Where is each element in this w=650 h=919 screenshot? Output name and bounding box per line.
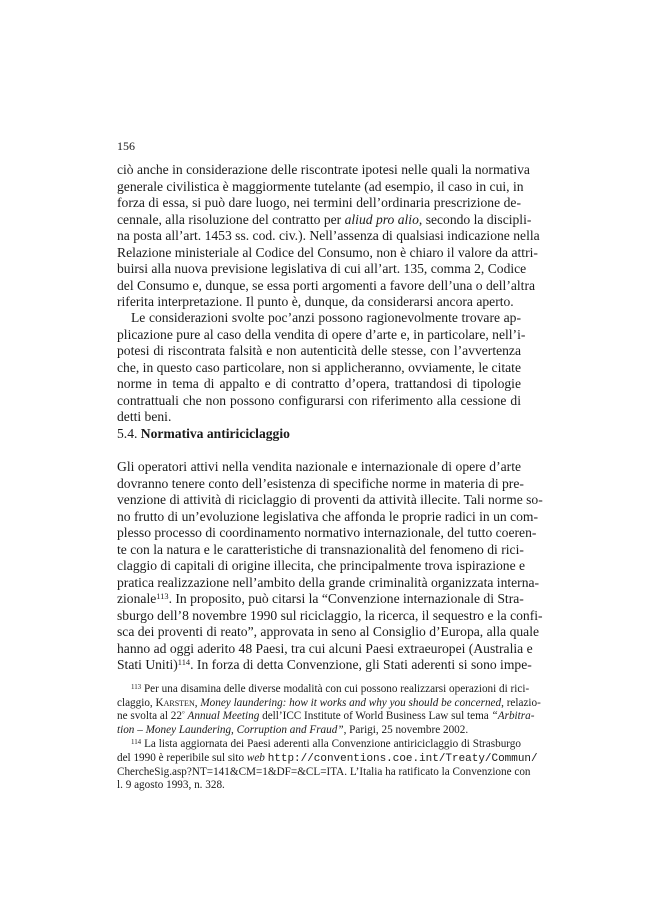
text-line: [117, 682, 530, 697]
text-segment: plesso processo di coordinamento normativo internazionale, del tutto coeren-: [117, 525, 537, 540]
text-segment: generale civilistica è maggiormente tutelante (ad esempio, il caso in cui, in: [117, 178, 524, 194]
text-segment: dovranno tenere conto dell’esistenza di specifiche norme in materia di pre-: [117, 475, 524, 491]
text-line: [117, 541, 524, 559]
text-segment: ciò anche in considerazione delle riscontrate ipotesi nelle quali la normativa: [117, 162, 530, 177]
text-line: [117, 607, 543, 625]
text-line: [117, 751, 538, 766]
text-line: [117, 656, 532, 674]
text-line: [117, 310, 521, 327]
text-segment: sburgo dell’8 novembre 1990 sul riciclaggio, la ricerca, il sequestro e la confi-: [117, 607, 543, 623]
paragraph-2: [117, 310, 526, 426]
author-name: Karsten: [155, 696, 195, 709]
footnote: [117, 737, 538, 792]
text-segment: no frutto di un’evoluzione legislativa che affonda le proprie radici in un com-: [117, 508, 539, 524]
text-segment: riferita interpretazione. Il punto è, dunque, da considerarsi ancora aperto.: [117, 294, 514, 309]
text-segment: na posta all’art. 1453 ss. cod. civ.). Nell’assenza di qualsiasi indicazione nella: [117, 228, 540, 243]
text-segment: dell’ICC Institute of World Business Law sul tema: [259, 710, 492, 723]
text-segment: del 1990 è reperibile sul sito: [117, 751, 247, 764]
section-number: 5.4.: [117, 426, 138, 441]
text-line: [117, 765, 531, 780]
footnote-ref: °: [181, 709, 185, 718]
text-line: [117, 393, 521, 410]
text-segment: Gli operatori attivi nella vendita nazionale e internazionale di opere d’arte: [117, 459, 521, 474]
text-line: [117, 459, 521, 476]
page-number: 156: [117, 139, 135, 153]
text-segment: contrattuali che non possono configurarsi con riferimento alla cessione di: [117, 392, 521, 408]
text-line: [117, 178, 524, 196]
text-segment: buirsi alla nuova previsione legislativa di cui all’art. 135, comma 2, Codice: [117, 261, 527, 276]
text-line: [117, 574, 540, 592]
text-segment: del Consumo e, dunque, se essa porti argomenti a favore dell’una o dell’altra: [117, 277, 536, 293]
footnote-ref: 113: [156, 590, 169, 601]
text-line: [117, 409, 521, 426]
text-segment: Relazione ministeriale al Codice del Consumo, non è chiaro il valore da attri-: [117, 244, 538, 260]
text-segment: , Parigi, 25 novembre 2002.: [343, 723, 469, 736]
text-line: [117, 294, 521, 311]
text-segment: hanno ad oggi aderito 48 Paesi, tra cui alcuni Paesi extraeuropei (Australia e: [117, 640, 533, 656]
footnote: [117, 682, 541, 737]
italic-text: Annual Meeting: [187, 710, 260, 723]
footnote-ref: 113: [131, 682, 142, 691]
text-segment: claggio di capitali di origine illecita, che principalmente trova ispirazione e: [117, 558, 526, 573]
italic-text: “Arbitra-: [491, 710, 535, 723]
italic-text: Money laundering: how it works and why you should be concerned: [200, 696, 502, 709]
section-heading: [117, 426, 290, 442]
text-segment: l. 9 agosto 1993, n. 328.: [117, 779, 225, 792]
text-line: [117, 376, 521, 393]
text-segment: . In forza di detta Convenzione, gli Stati aderenti si sono impe-: [190, 657, 532, 672]
text-segment: zionale: [117, 591, 157, 606]
text-segment: forza di essa, si può dare luogo, nei termini dell’ordinaria prescrizione de-: [117, 195, 521, 210]
text-line: [117, 779, 521, 793]
text-segment: ,: [194, 696, 201, 709]
text-segment: plicazione pure al caso della vendita di opere d’arte e, in particolare, nell’i-: [117, 326, 526, 342]
italic-text: aliud pro alio: [344, 211, 419, 227]
text-segment: , relazio-: [501, 696, 541, 709]
url-text: http://conventions.coe.int/Treaty/Commun/: [267, 752, 538, 765]
footnotes: [117, 682, 541, 794]
text-segment: La lista aggiornata dei Paesi aderenti alla Convenzione antiriciclaggio di Strasburgo: [141, 738, 521, 751]
text-line: [117, 277, 536, 295]
text-line: [117, 696, 541, 711]
text-line: [117, 244, 538, 262]
text-segment: pratica realizzazione nell’ambito della grande criminalità organizzata interna-: [117, 574, 540, 590]
text-line: [117, 590, 524, 608]
text-line: [117, 211, 532, 229]
footnote-ref: 114: [131, 737, 142, 746]
text-segment: norme in tema di appalto e di contratto d’opera, trattandosi di tipologie: [117, 376, 521, 391]
italic-text: web: [246, 751, 265, 764]
paragraph-1: [117, 162, 540, 311]
text-segment: cennale, alla risoluzione del contratto per: [117, 211, 345, 227]
text-line: [117, 709, 535, 724]
text-segment: Le considerazioni svolte poc’anzi possono ragionevolmente trovare ap-: [131, 310, 521, 325]
section-title: Normativa antiriciclaggio: [140, 426, 290, 441]
text-line: [117, 525, 537, 542]
text-line: [117, 475, 524, 493]
text-segment: ChercheSig.asp?NT=141&CM=1&DF=&CL=ITA. L’Italia ha ratificato la Convenzione con: [117, 765, 531, 778]
paragraph-3: [117, 459, 543, 674]
text-segment: ne svolta al 22: [117, 710, 182, 723]
text-segment: venzione di attività di riciclaggio di proventi da attività illecite. Tali norme so-: [117, 492, 543, 507]
text-segment: Stati Uniti): [117, 657, 178, 672]
text-line: [117, 624, 540, 641]
footnote-ref: 114: [177, 656, 191, 667]
text-segment: claggio,: [117, 696, 156, 709]
text-segment: che, in questo caso particolare, non si applicheranno, ovviamente, le citate: [117, 359, 521, 375]
text-segment: sca dei proventi di reato”, approvata in seno al Consiglio d’Europa, alla quale: [117, 624, 540, 639]
text-segment: te con la natura e le caratteristiche di transnazionalità del fenomeno di rici-: [117, 541, 524, 557]
italic-text: tion – Money Laundering, Corruption and Fraud”: [117, 723, 344, 736]
text-line: [117, 261, 527, 278]
text-line: [117, 508, 539, 526]
text-segment: . In proposito, può citarsi la “Convenzione internazionale di Stra-: [168, 591, 524, 606]
text-segment: detti beni.: [117, 409, 172, 424]
text-line: [117, 195, 521, 212]
text-line: [117, 326, 526, 344]
text-line: [117, 343, 521, 360]
text-line: [117, 228, 540, 245]
text-line: [117, 558, 526, 575]
text-line: [117, 162, 530, 179]
text-line: [117, 724, 521, 738]
text-line: [117, 492, 543, 509]
text-line: [117, 360, 521, 377]
text-line: [117, 738, 521, 752]
text-segment: Per una disamina delle diverse modalità con cui possono realizzarsi operazioni di rici-: [141, 683, 530, 695]
text-segment: potesi di riscontrata falsità e non autenticità delle stesse, con l’avvertenza: [117, 343, 521, 358]
text-line: [117, 640, 533, 658]
text-segment: , secondo la discipli-: [418, 211, 532, 227]
